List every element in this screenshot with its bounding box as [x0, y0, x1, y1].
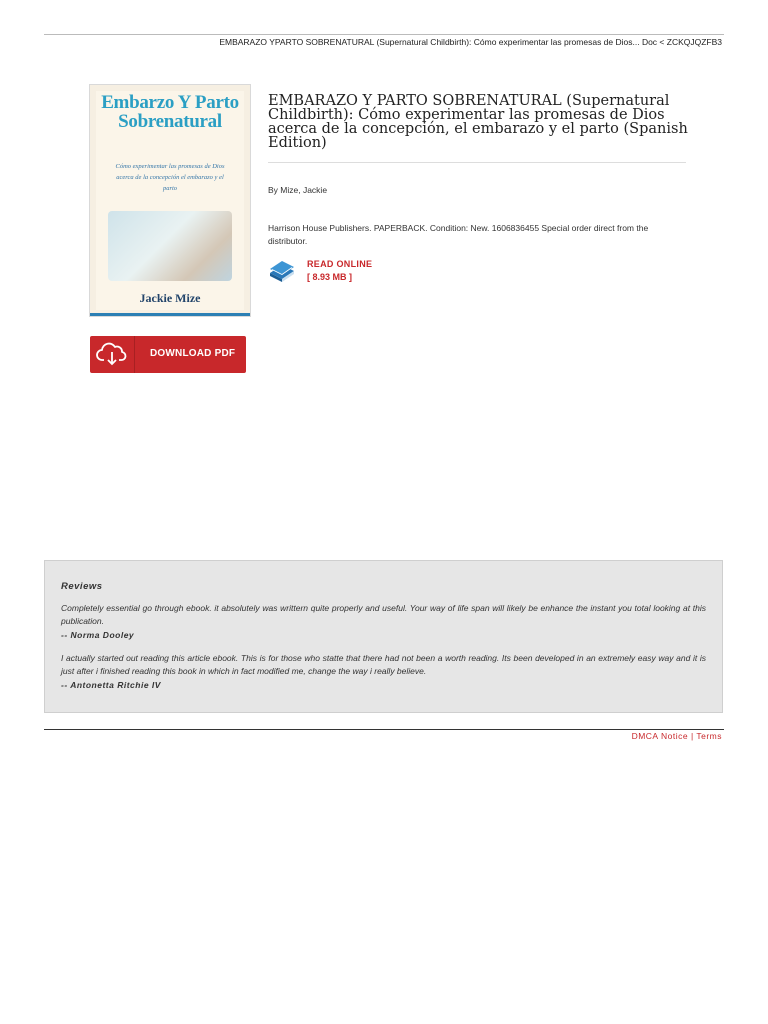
dmca-notice-link[interactable]: DMCA Notice	[631, 731, 689, 741]
review-author: -- Antonetta Ritchie IV	[61, 680, 161, 690]
reviews-panel	[44, 560, 723, 713]
cover-bottom-bar	[90, 313, 250, 316]
book-stack-icon	[268, 257, 296, 283]
document-header-title: EMBARAZO YPARTO SOBRENATURAL (Supernatural Childbirth): Cómo experimentar las promesas de Dios... Doc < ZCKQJQZFB3	[219, 37, 722, 47]
terms-link[interactable]: Terms	[696, 731, 722, 741]
header-divider	[44, 34, 724, 35]
footer-links	[632, 731, 722, 741]
footer-separator: |	[688, 731, 697, 741]
book-description: Harrison House Publishers. PAPERBACK. Condition: New. 1606836455 Special order direct from the distributor.	[268, 223, 649, 246]
read-online-label: READ ONLINE	[307, 259, 373, 269]
footer-divider	[44, 729, 724, 730]
review-author: -- Norma Dooley	[61, 630, 135, 640]
cover-background	[96, 91, 244, 310]
author-byline: By Mize, Jackie	[268, 185, 328, 195]
cloud-download-icon	[90, 336, 135, 373]
book-cover-image	[89, 84, 251, 317]
cover-author: Jackie Mize	[139, 291, 201, 305]
review-text: I actually started out reading this article ebook. This is for those who statte that there had not been a worth reading. Its been developed in an extremely easy way and it is just after i finished reading this book in which in fact modified me, change the way i really believe.	[61, 653, 706, 676]
download-pdf-label: DOWNLOAD PDF	[150, 348, 236, 359]
file-size: [ 8.93 MB ]	[307, 272, 353, 282]
title-divider	[268, 162, 686, 163]
cover-subtitle: Cómo experimentar las promesas de Dios acerca de la concepción el embarazo y el parto	[115, 163, 225, 192]
cover-title: Embarzo Y Parto Sobrenatural	[101, 92, 239, 132]
reviews-heading: Reviews	[61, 581, 103, 592]
download-pdf-button[interactable]	[90, 336, 246, 373]
review-text: Completely essential go through ebook. it absolutely was writtern quite properly and useful. Your way of life span will likely be enhance the instant you total looking at this publication.	[61, 603, 706, 626]
cover-photo	[108, 211, 232, 281]
book-title: EMBARAZO Y PARTO SOBRENATURAL (Supernatural Childbirth): Cómo experimentar las promesas de Dios acerca de la concepción, el embarazo y el parto (Spanish Edition)	[268, 93, 688, 151]
